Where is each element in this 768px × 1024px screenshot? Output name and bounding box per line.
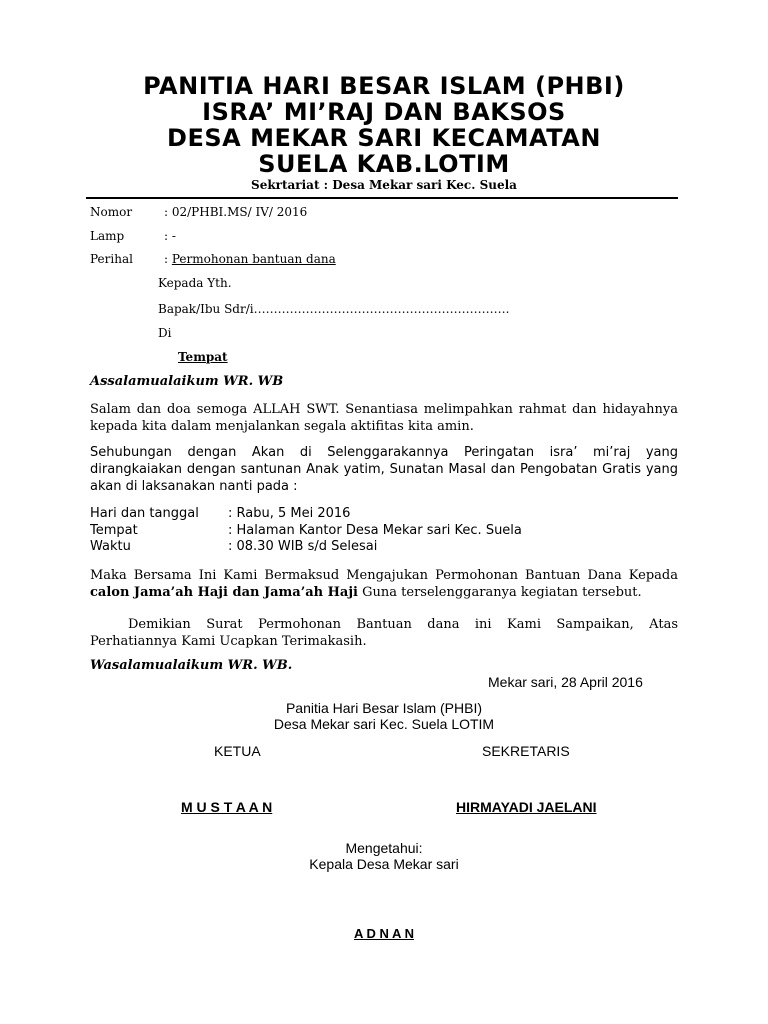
approval-title: Kepala Desa Mekar sari xyxy=(309,856,459,872)
nomor-value: : 02/PHBI.MS/ IV/ 2016 xyxy=(164,205,308,219)
committee-line-1: Panitia Hari Besar Islam (PHBI) xyxy=(285,700,483,716)
header-line-1: PANITIA HARI BESAR ISLAM (PHBI) xyxy=(143,72,625,100)
secretariat-address: Sekrtariat : Desa Mekar sari Kec. Suela xyxy=(251,178,517,192)
approval-name: A D N A N xyxy=(354,926,414,941)
greeting: Assalamualaikum WR. WB xyxy=(90,374,284,389)
farewell: Wasalamualaikum WR. WB. xyxy=(90,658,293,673)
event-waktu-value: : 08.30 WIB s/d Selesai xyxy=(228,539,378,554)
paragraph-event-intro: Sehubungan dengan Akan di Selenggarakannya Peringatan isra’ mi’raj yang dirangkaiakan dengan santunan Anak yatim, Sunatan Masal dan Pengobatan Gratis yang akan di laksanakan nanti pada : xyxy=(90,445,678,494)
event-waktu-label: Waktu xyxy=(90,539,131,554)
sekretaris-name: HIRMAYADI JAELANI xyxy=(456,799,597,815)
lamp-label: Lamp xyxy=(90,229,125,243)
request-part-2: Guna terselenggaranya kegiatan tersebut. xyxy=(358,585,642,600)
nomor-label: Nomor xyxy=(90,205,133,219)
ketua-title: KETUA xyxy=(214,743,261,759)
recipient-tempat: Tempat xyxy=(178,350,228,364)
perihal-value: Permohonan bantuan dana xyxy=(171,252,336,266)
header-line-4: SUELA KAB.LOTIM xyxy=(258,150,510,178)
event-tempat-value: : Halaman Kantor Desa Mekar sari Kec. Suela xyxy=(228,523,522,538)
header-line-3: DESA MEKAR SARI KECAMATAN xyxy=(167,124,601,152)
request-part-1: Maka Bersama Ini Kami Bermaksud Mengajukan Permohonan Bantuan Dana Kepada xyxy=(90,568,678,583)
recipient-bapak: Bapak/Ibu Sdr/i………………………………………………………. xyxy=(158,302,510,316)
perihal-label: Perihal xyxy=(90,252,133,266)
header-divider xyxy=(86,197,678,199)
date-place: Mekar sari, 28 April 2016 xyxy=(488,674,643,690)
perihal-colon: : xyxy=(164,252,172,266)
sekretaris-title: SEKRETARIS xyxy=(482,743,570,759)
lamp-value: : - xyxy=(164,229,176,243)
header-line-2: ISRA’ MI’RAJ DAN BAKSOS xyxy=(202,98,566,126)
event-hari-label: Hari dan tanggal xyxy=(90,506,199,521)
paragraph-request xyxy=(90,567,678,601)
paragraph-closing: Demikian Surat Permohonan Bantuan dana ini Kami Sampaikan, Atas Perhatiannya Kami Ucapkan Terimakasih. xyxy=(90,617,678,649)
recipient-kepada: Kepada Yth. xyxy=(158,276,232,290)
event-hari-value: : Rabu, 5 Mei 2016 xyxy=(228,506,351,521)
request-bold: calon Jama’ah Haji dan Jama’ah Haji xyxy=(90,585,358,600)
approval-mengetahui: Mengetahui: xyxy=(345,840,423,856)
paragraph-opening: Salam dan doa semoga ALLAH SWT. Senantiasa melimpahkan rahmat dan hidayahnya kepada kita dalam menjalankan segala aktifitas kita amin. xyxy=(90,402,678,434)
recipient-di: Di xyxy=(158,326,172,340)
committee-line-2: Desa Mekar sari Kec. Suela LOTIM xyxy=(273,716,495,732)
perihal-line xyxy=(164,252,336,266)
ketua-name: M U S T A A N xyxy=(181,799,273,815)
event-tempat-label: Tempat xyxy=(90,523,138,538)
